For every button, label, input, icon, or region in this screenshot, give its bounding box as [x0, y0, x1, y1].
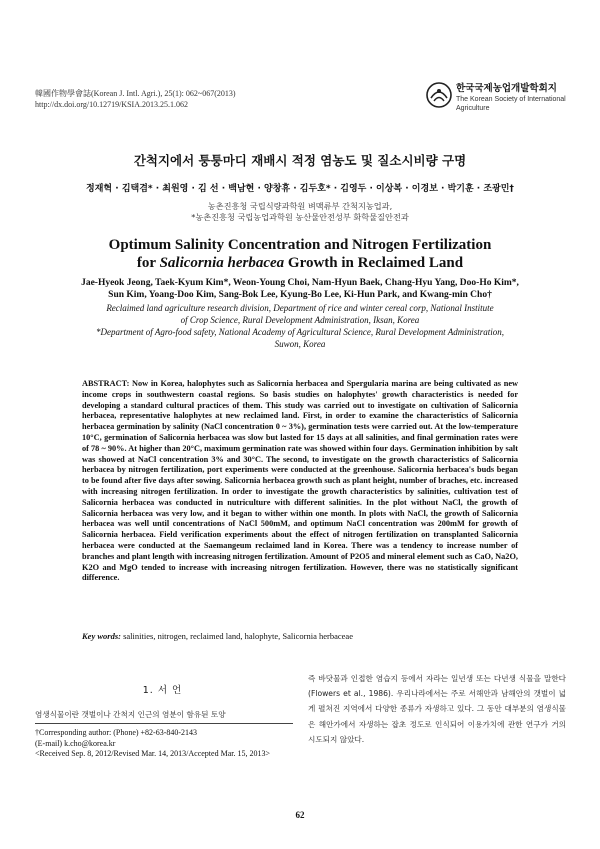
- society-logo: [426, 80, 576, 120]
- authors-english: [40, 277, 560, 301]
- affiliation-en-3: *Department of Agro-food safety, National Academy of Agricultural Science, Rural Development Administration,: [96, 327, 504, 337]
- affiliation-en-4: Suwon, Korea: [274, 339, 326, 349]
- authors-en-line1: Jae-Hyeok Jeong, Taek-Kyum Kim*, Weon-Young Choi, Nam-Hyun Baek, Chang-Hyu Yang, Doo-Ho Kim*,: [81, 278, 519, 288]
- introduction-right-column: 즉 바닷물과 인접한 염습지 등에서 자라는 일년생 또는 다년생 식물을 말한다(Flowers et al., 1986). 우리나라에서는 주로 서해안과 남해안의 갯벌이 넓게 펼쳐진 지역에서 다양한 종류가 자생하고 있다. 그 동안 대부분의 염생식물은 해안가에서 자생하는 잡초 정도로 인식되어 이용가치에 관한 연구가 거의 시도되지 않았다.: [308, 674, 566, 744]
- author-email: (E-mail) k.cho@korea.kr: [35, 738, 116, 748]
- corresponding-author: †Corresponding author: (Phone) +82-63-840-2143: [35, 728, 198, 737]
- page-number: 62: [295, 810, 305, 820]
- title-en-line1: Optimum Salinity Concentration and Nitrogen Fertilization: [108, 237, 492, 253]
- title-en-line2: for Salicornia herbacea Growth in Reclaimed Land: [136, 255, 464, 271]
- journal-citation: 韓國作物學會誌(Korean J. Intl. Agri.), 25(1): 062~067(2013): [35, 89, 236, 98]
- title-korean: 간척지에서 퉁퉁마디 재배시 적정 염농도 및 질소시비량 구명: [133, 153, 467, 168]
- authors-korean: 정재혁 · 김택겸* · 최원영 · 김 선 · 백남현 · 양창휴 · 김두호* · 김영두 · 이상복 · 이경보 · 박기훈 · 조광민†: [86, 184, 514, 194]
- received-dates: <Received Sep. 8, 2012/Revised Mar. 14, 2013/Accepted Mar. 15, 2013>: [35, 749, 270, 758]
- affiliation-en-1: Reclaimed land agriculture research division, Department of rice and winter cereal corp, National Institute: [106, 303, 494, 313]
- section-heading-introduction: 1. 서 언: [142, 685, 183, 696]
- species-name: Salicornia herbacea: [159, 255, 285, 271]
- affiliation-ko-2: *농촌진흥청 국립농업과학원 농산물안전성부 화학물질안전과: [191, 212, 409, 222]
- footnote-divider: [35, 723, 293, 724]
- keywords: [82, 631, 518, 642]
- journal-info: [35, 88, 236, 110]
- affiliation-ko-1: 농촌진흥청 국립식량과학원 벼맥류부 간척지농업과,: [207, 201, 393, 211]
- footnote: [35, 728, 297, 760]
- keywords-label: Key words:: [82, 631, 121, 641]
- introduction-left-text: 염생식물이란 갯벌이나 간척지 인근의 염분이 함유된 토양: [35, 710, 226, 719]
- doi-link[interactable]: http://dx.doi.org/10.12719/KSIA.2013.25.1.062: [35, 100, 188, 109]
- keywords-list: salinities, nitrogen, reclaimed land, halophyte, Salicornia herbaceae: [123, 631, 353, 641]
- authors-en-line2: Sun Kim, Yoang-Doo Kim, Sang-Bok Lee, Kyung-Bo Lee, Ki-Hun Park, and Kwang-min Cho†: [108, 290, 492, 300]
- society-name-en: The Korean Society of International Agriculture: [456, 96, 566, 112]
- title-english: [0, 236, 600, 272]
- abstract: ABSTRACT: Now in Korea, halophytes such as Salicornia herbacea and Spergularia marina are being cultivated as new income crops in southwestern coastal regions. So basis studies on halophytes' growth characteristics is needed for developing a standard cultural practices of them. This study was carried out to investigate on cultivation of Salicornia herbacea, representative halophytes at new reclaimed land. First, in order to examine the characteristics of Salicornia herbacea germination by salinity (NaCl concentration 0 ~ 3%), germination tests were carried out. At the low-temperature 10°C, germination of Salicornia herbacea was slow but lasted for 15 days at all salinities, and final germination rates were of 78 ~ 90%. At higher than 20°C, maximum germination rate was showed within four days. Germination inhibition by salt was showed at NaCl concentration 3% and 30°C. The second, to investigate on the growth characteristics of Salicornia herbacea by nitrogen fertilization, port experiments were conducted at the greenhouse. Salicornia herbacea's buds began to be found after five days after sowing. Salicornia herbacea growth such as plant height, number of braches, etc. increased with increasing nitrogen fertilization. In order to investigate the growth characteristics by salinities, cultivation test of Salicornia herbacea was conducted in nutriculture with different salinities. In the plot without NaCl, the growth of Salicornia herbacea was very low, and it began to wither within one month. In plots with NaCl, the growth of Salicornia herbacea was well until concentrations of NaCl 500mM, and optimum NaCl concentration was 200mM for growth of Salicornia herbacea. Field verification experiments about the effect of nitrogen fertilization on transplanted Salicornia herbacea were conducted at the Saemangeum reclaimed land in Korea. There was a tendency to increase number of branches and plant length with increasing nitrogen fertilization. Amount of P2O5 and mineral element such as CaO, Na2O, K2O and MgO tended to increase with increasing nitrogen fertilization. However, there was no statistically significant difference.: [82, 379, 518, 583]
- society-name-ko: 한국국제농업개발학회지: [456, 83, 557, 94]
- affiliations-english: [62, 302, 538, 350]
- affiliation-en-2: of Crop Science, Rural Development Administration, Iksan, Korea: [180, 315, 420, 325]
- affiliations-korean: [0, 201, 600, 223]
- society-emblem-icon: [426, 82, 452, 108]
